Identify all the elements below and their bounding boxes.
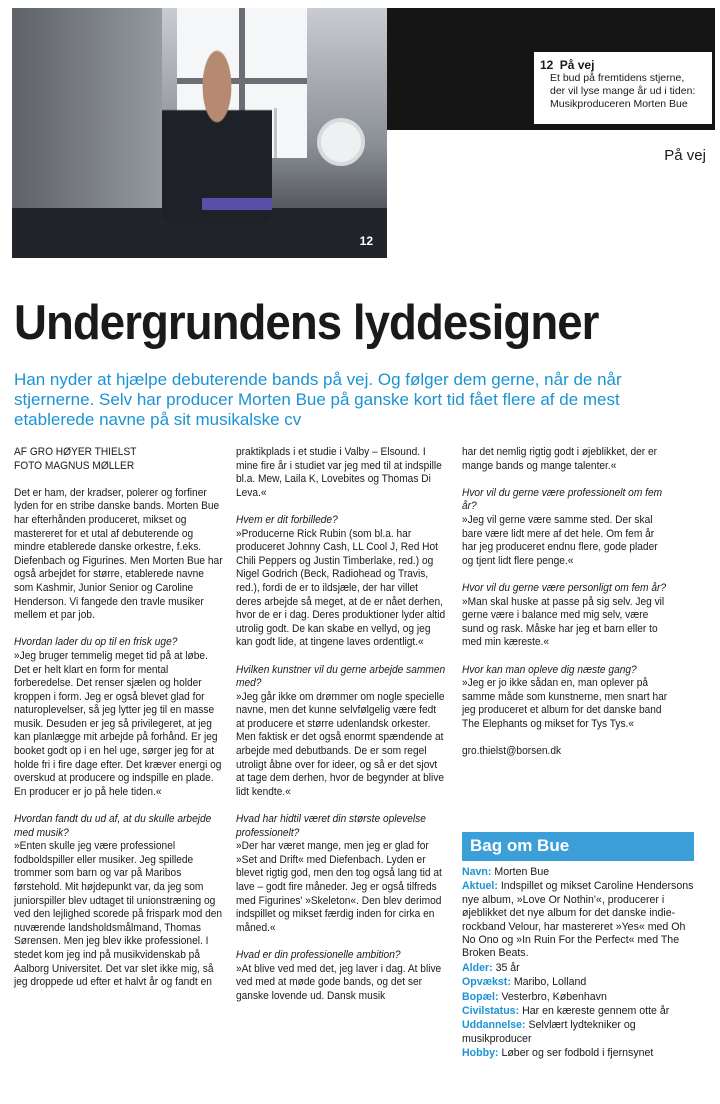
intro-paragraph: Det er ham, der kradser, polerer og forfiner lyden for en stribe danske bands. Morten Bue har efterhånden produceret, mikset og mastereret for et utal af debuterende og mindre etablerede danske orkestre, f.eks. Diefenbach og Figurines. Men Morten Bue har også arbejdet for større, etablerede navne som Kashmir, Junior Senior og Caroline Henderson. Vi fangede den travle musiker mellem et par job.	[14, 486, 223, 622]
caption-title: På vej	[559, 58, 595, 72]
byline	[14, 446, 223, 473]
fact-row	[462, 962, 694, 975]
fact-value: Selvlært lydtekniker og musikproducer	[462, 1019, 636, 1045]
question: Hvem er dit forbillede?	[236, 513, 338, 526]
fact-key: Navn:	[462, 866, 492, 878]
photo-fan	[317, 118, 365, 166]
factbox	[462, 832, 694, 1062]
article-photo	[12, 8, 387, 258]
photo-producer	[162, 48, 272, 223]
factbox-title: Bag om Bue	[462, 832, 694, 861]
answer: »Der har været mange, men jeg er glad for »Set and Drift« med Diefenbach. Lyden er blevet rigtig god, men den tog også lang tid at lave – godt fire måneder. Jeg er også tilfreds med Figurines' »Skeleton«. Den blev derimod indspillet og mikset færdig inden for cirka en måned.«	[236, 840, 442, 934]
fact-key: Opvækst:	[462, 976, 511, 989]
fact-value: Har en kæreste gennem otte år	[522, 1005, 670, 1018]
fact-key: Alder:	[462, 961, 493, 974]
fact-key: Bopæl:	[462, 990, 499, 1003]
question: Hvilken kunstner vil du gerne arbejde sammen med?	[236, 663, 446, 690]
author-email[interactable]: gro.thielst@borsen.dk	[462, 745, 562, 758]
fact-row	[462, 1019, 694, 1046]
answer: »Jeg går ikke om drømmer om nogle specielle navne, men det kunne selvfølgelig være fedt at producere et større udenlandsk orkester. Men faktisk er det også enormt spændende at arbejde med debutbands. De er som regel utroligt åbne over for ideer, og så er det sjovt at tage dem derhen, hvor de begynder at blive lidt kendte.«	[236, 690, 445, 798]
fact-key: Civilstatus:	[462, 1005, 520, 1018]
fact-row	[462, 991, 694, 1004]
fact-key: Aktuel:	[462, 880, 498, 893]
question: Hvor vil du gerne være personligt om fem år?	[462, 581, 667, 594]
byline-author: AF GRO HØYER THIELST	[14, 446, 137, 458]
continued-paragraph: har det nemlig rigtig godt i øjeblikket, der er mange bands og mange talenter.«	[462, 446, 658, 472]
continued-paragraph: praktikplads i et studie i Valby – Elsound. I mine fire år i studiet var jeg med til at indspille bl.a. Mew, Laila K, Lovebites og Thomas Di Leva.«	[236, 446, 442, 499]
headline: Undergrundens lyddesigner	[14, 296, 599, 350]
lead-paragraph: Han nyder at hjælpe debuterende bands på vej. Og følger dem gerne, når de når stjernerne. Selv har producer Morten Bue på ganske kort tid fået flere af de mest etablerede navne på sit musikalske cv	[14, 370, 622, 429]
answer: »At blive ved med det, jeg laver i dag. At blive ved med at møde gode bands, og det ser ganske lovende ud. Dansk musik	[236, 962, 442, 1002]
fact-row	[462, 866, 694, 879]
answer: »Man skal huske at passe på sig selv. Jeg vil gerne være i balance med mig selv, være sund og rask. Måske har jeg et barn eller to med min kæreste.«	[462, 595, 665, 649]
article-column-1	[14, 446, 223, 1003]
fact-row	[462, 880, 694, 960]
caption-box	[534, 52, 712, 124]
caption-line: Et bud på fremtidens stjerne,	[550, 72, 685, 84]
caption-line: der vil lyse mange år ud i tiden:	[550, 85, 696, 97]
fact-value: Vesterbro, København	[501, 990, 607, 1003]
question: Hvor kan man opleve dig næste gang?	[462, 663, 637, 676]
article-column-2	[236, 446, 445, 1017]
fact-value: Morten Bue	[494, 866, 550, 878]
caption-line: Musikproduceren Morten Bue	[550, 98, 688, 110]
question: Hvad er din professionelle ambition?	[236, 948, 401, 961]
photo-books	[202, 198, 272, 210]
photo-lamp	[274, 108, 292, 158]
byline-photo: FOTO MAGNUS MØLLER	[14, 459, 135, 472]
question: Hvad har hidtil været din største oplevelse professionelt?	[236, 813, 426, 839]
caption-heading	[540, 58, 706, 72]
photo-wall	[12, 8, 162, 208]
section-label: På vej	[664, 147, 706, 164]
fact-key: Hobby:	[462, 1047, 499, 1060]
answer: »Jeg bruger temmelig meget tid på at løbe. Det er helt klart en form for mental forberedelse. Det renser sjælen og holder kroppen i form. Jeg er også blevet glad for naturoplevelser, så jeg lytter jeg til en masse musik. Desuden er jeg så privilegeret, at jeg kan planlægge mit arbejde på forhånd. Er jeg booket godt op i en hel uge, sørger jeg for at holde fri i fire dage efter. Det kræver energi og overskud at producere og indspille en plade. En producer er jo på hele tiden.«	[14, 649, 222, 798]
answer: »Jeg vil gerne være samme sted. Der skal bare være lidt mere af det hele. Om fem år har jeg produceret endnu flere, gode plader og tjent lidt flere penge.«	[462, 513, 658, 567]
fact-value: Maribo, Lolland	[513, 976, 587, 989]
answer: »Producerne Rick Rubin (som bl.a. har produceret Johnny Cash, LL Cool J, Red Hot Chili Peppers og Justin Timberlake, red.) og Nigel Godrich (Beck, Radiohead og Travis, red.), fordi de er to ildsjæle, der har villet deres arbejde så meget, at de er nået derhen, hvor de er i dag. Deres produktioner lyder altid utrolig godt. De kan skabe en vellyd, og jeg kan godt lide, at tingene laves ordentligt.«	[236, 527, 446, 649]
answer: »Jeg er jo ikke sådan en, man oplever på samme måde som kunstnerne, men snart har jeg produceret et album for det danske band The Elephants og mikset for Tys Tys.«	[462, 677, 668, 730]
article-column-3	[462, 446, 671, 772]
fact-row	[462, 976, 694, 989]
photo-page-number: 12	[359, 234, 373, 248]
answer: »Enten skulle jeg være professionel fodboldspiller eller musiker. Jeg spillede trommer som barn og var på Maribos førstehold. Mit højdepunkt var, da jeg som juniorspiller blev udtaget til unionstræning og ved den lejlighed scorede på frispark mod den nuværende landsholdsmålmand, Thomas Sørensen. Men jeg blev ikke professionel. I stedet kom jeg ind på musikvidenskab på Aalborg Universitet. Det var slet ikke mig, så jeg droppede ud efter et halvt år og fandt en	[14, 840, 223, 989]
question: Hvordan lader du op til en frisk uge?	[14, 636, 178, 649]
caption-block	[387, 8, 715, 130]
fact-value: Løber og ser fodbold i fjernsynet	[501, 1047, 654, 1060]
question: Hvor vil du gerne være professionelt om fem år?	[462, 486, 663, 513]
fact-value: Indspillet og mikset Caroline Hendersons nye album, »Love Or Nothin'«, producerer i øjeblikket det nye album for det danske indie-rockband Velour, har mastereret »Yes« med Oh No Ono og »In Ruin For the Perfect« med The Broken Beats.	[462, 880, 694, 960]
factbox-list	[462, 866, 694, 1061]
fact-key: Uddannelse:	[462, 1019, 526, 1032]
question: Hvordan fandt du ud af, at du skulle arbejde med musik?	[14, 813, 212, 839]
fact-value: 35 år	[495, 961, 520, 974]
fact-row	[462, 1047, 694, 1060]
fact-row	[462, 1005, 694, 1018]
caption-number: 12	[540, 58, 554, 72]
